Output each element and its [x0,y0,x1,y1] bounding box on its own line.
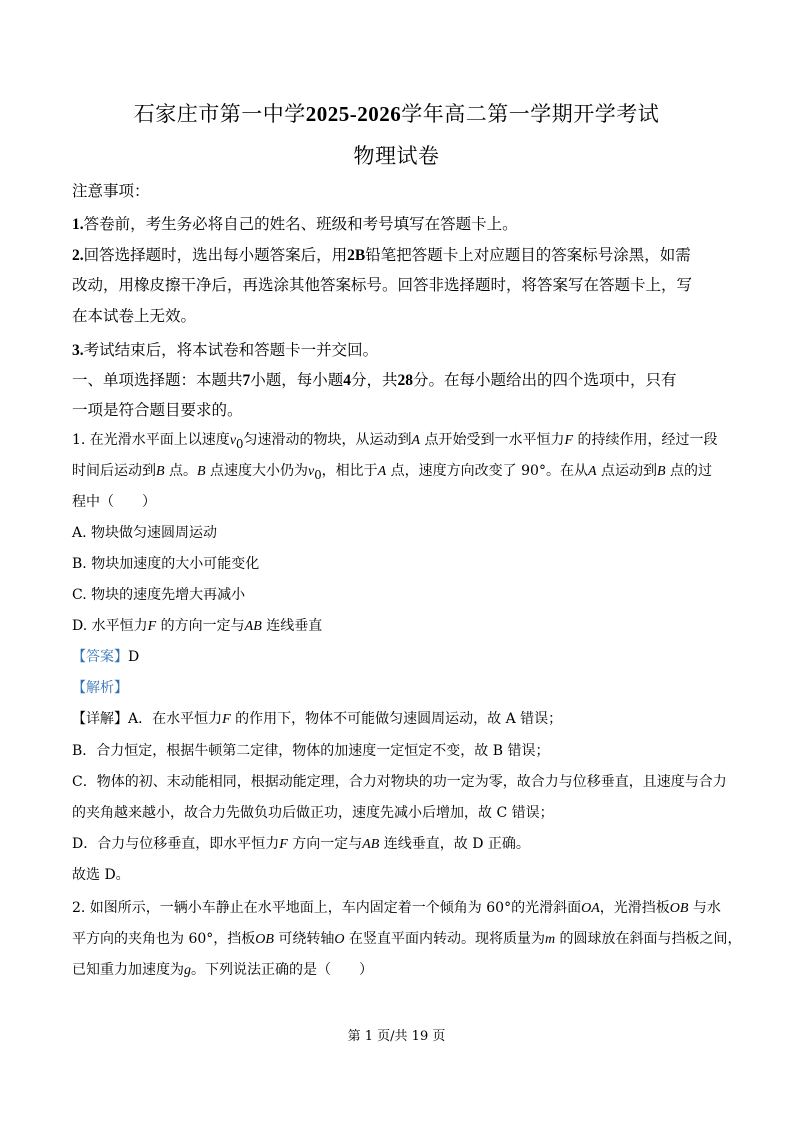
q1-option-d: D. 水平恒力F 的方向一定与AB 连线垂直 [72,618,323,634]
q1-analysis-tag: 【解析】 [72,680,128,696]
q1-conclusion: 故选 D。 [72,867,130,883]
exam-title: 石家庄市第一中学2025-2026学年高二第一学期开学考试 [133,102,660,126]
q1-answer: 【答案】D [72,649,140,665]
detail-tag: 【详解】 [72,711,128,727]
note-2-line-2: 改动，用橡皮擦干净后，再选涂其他答案标号。回答非选择题时，将答案写在答题卡上，写 [72,276,693,294]
q1-detail-c-line-2: 的夹角越来越小，故合力先做负功后做正功，速度先减小后增加，故 C 错误； [72,805,554,821]
q1-stem-line-3: 程中（ ） [72,494,156,510]
q1-stem-line-2: 时间后运动到B 点。B 点速度大小仍为$v_0$，相比于A 点，速度方向改变了 90°。在从A 点运动到B 点的过 [72,463,712,482]
answer-tag: 【答案】 [72,649,128,665]
note-1: 1.答卷前，考生务必将自己的姓名、班级和考号填写在答题卡上。 [72,215,518,233]
q1-detail-d: D．合力与位移垂直，即水平恒力F 方向一定与AB 连线垂直，故 D 正确。 [72,836,530,852]
q1-detail-c-line-1: C．物体的初、末动能相同，根据动能定理，合力对物块的功一定为零，故合力与位移垂直，且速度与合力 [72,774,727,790]
note-3: 3.考试结束后，将本试卷和答题卡一并交回。 [72,341,379,359]
q1-detail-b: B．合力恒定，根据牛顿第二定律，物体的加速度一定恒定不变，故 B 错误； [72,743,550,759]
section-heading-line-2: 一项是符合题目要求的。 [72,401,243,419]
q2-stem-line-2: 平方向的夹角也为 60°，挡板OB 可绕转轴O 在竖直平面内转动。现将质量为m 的圆球放在斜面与挡板之间， [72,931,742,947]
q1-option-c: C. 物块的速度先增大再减小 [72,587,246,603]
page-footer: 第 1 页/共 19 页 [347,1029,446,1044]
q2-stem-line-3: 已知重力加速度为g。下列说法正确的是（ ） [72,962,373,978]
q1-detail-a: 【详解】A．在水平恒力F 的作用下，物体不可能做匀速圆周运动，故 A 错误； [72,711,563,727]
subject-title: 物理试卷 [353,144,440,168]
q1-option-a: A. 物块做匀速圆周运动 [72,525,218,541]
section-heading: 一、单项选择题：本题共7小题，每小题4分，共28分。在每小题给出的四个选项中，只有 [72,371,677,389]
notes-heading: 注意事项： [72,182,150,200]
note-2-line-3: 在本试卷上无效。 [72,307,197,325]
note-2: 2.回答选择题时，选出每小题答案后，用2B铅笔把答题卡上对应题目的答案标号涂黑，如需 [72,246,691,264]
q1-stem-line-1: 1. 在光滑水平面上以速度$v_0$匀速滑动的物块，从运动到A 点开始受到一水平恒力F 的持续作用，经过一段 [72,432,718,451]
q2-stem-line-1: 2. 如图所示，一辆小车静止在水平地面上，车内固定着一个倾角为 60°的光滑斜面OA，光滑挡板OB 与水 [72,900,721,916]
q1-option-b: B. 物块加速度的大小可能变化 [72,556,260,572]
